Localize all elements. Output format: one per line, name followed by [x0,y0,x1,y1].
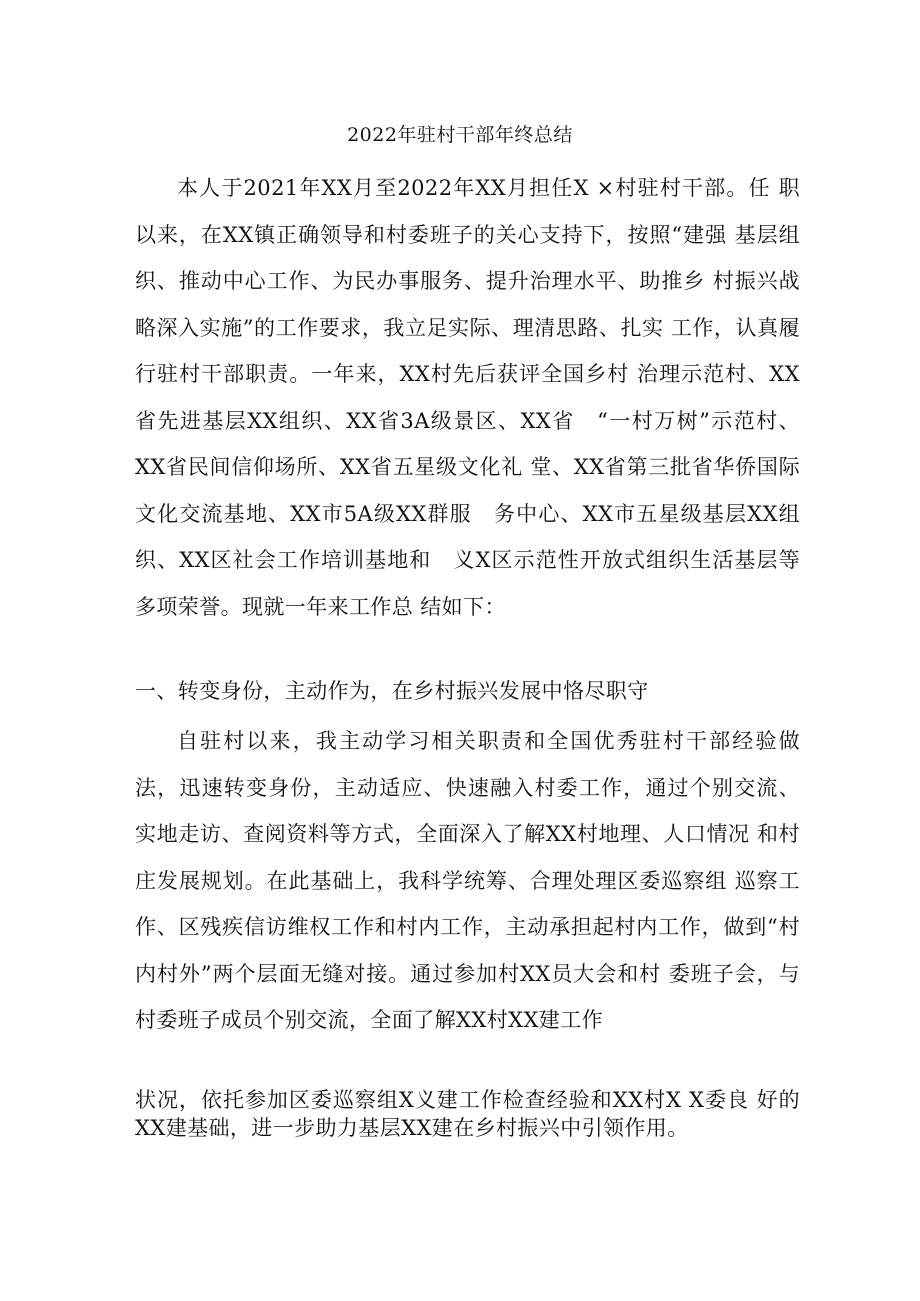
paragraph-section-1: 自驻村以来，我主动学习相关职责和全国优秀驻村干部经验做 法，迅速转变身份，主动适应、快速融入村委工作，通过个别交流、 实地走访、查阅资料等方式，全面深入了解XX村地理、人口情况 和村庄发展规划。在此基础上，我科学统筹、合理处理区委巡察组 巡察工作、区残疾信访维权工作和村内工作，主动承担起村内工作，做到“村内村外”两个层面无缝对接。通过参加村XX员大会和村 委班子会，与村委班子成员个别交流，全面了解XX村XX建工作 [135,729,800,1032]
paragraph-intro: 本人于2021年XX月至2022年XX月担任X ×村驻村干部。任 职以来，在XX镇正确领导和村委班子的关心支持下，按照“建强 基层组织、推动中心工作、为民办事服务、提升治理水平、助推乡 村振兴战略深入实施”的工作要求，我立足实际、理清思路、扎实 工作，认真履行驻村干部职责。一年来，XX村先后获评全国乡村 治理示范村、XX省先进基层XX组织、XX省3A级景区、XX省 “一村万树”示范村、XX省民间信仰场所、XX省五星级文化礼 堂、XX省第三批省华侨国际文化交流基地、XX市5A级XX群服 务中心、XX市五星级基层XX组织、XX区社会工作培训基地和 义X区示范性开放式组织生活基层等多项荣誉。现就一年来工作总 结如下： [135,176,800,619]
document-title: 2022年驻村干部年终总结 [347,124,573,146]
paragraph-continuation: 状况，依托参加区委巡察组X义建工作检查经验和XX村X X委良 好的XX建基础，进一步助力基层XX建在乡村振兴中引领作用。 [135,1088,800,1140]
section-heading-1: 一、转变身份，主动作为，在乡村振兴发展中恪尽职守 [135,679,649,703]
